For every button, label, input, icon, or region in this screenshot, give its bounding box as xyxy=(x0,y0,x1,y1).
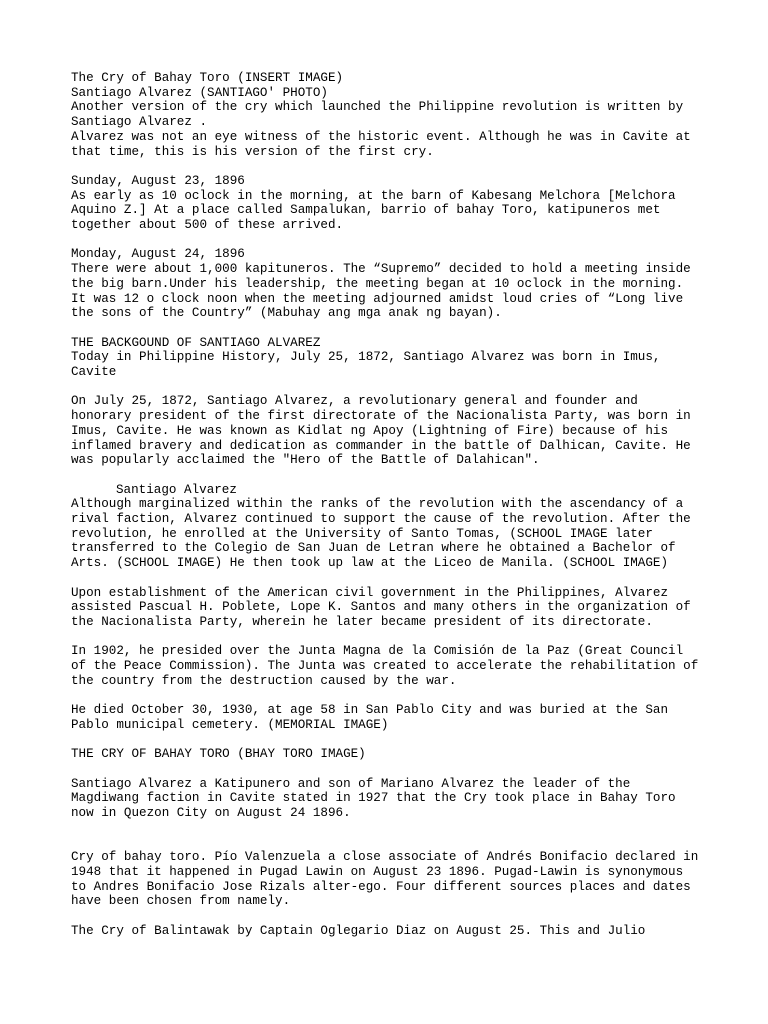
document-page xyxy=(71,71,711,938)
paragraph: Although marginalized within the ranks of the revolution with the ascendancy of a rival faction, Alvarez continued to support the cause of the revolution. After the revolution, he enrolled at the University of Santo Tomas, (SCHOOL IMAGE later transferred to the Colegio de San Juan de Letran where he obtained a Bachelor of Arts. (SCHOOL IMAGE) He then took up law at the Liceo de Manila. (SCHOOL IMAGE) xyxy=(71,497,691,571)
paragraph: Alvarez was not an eye witness of the historic event. Although he was in Cavite at that time, this is his version of the first cry. xyxy=(71,129,691,159)
spacer xyxy=(71,688,711,703)
photo-caption: Santiago Alvarez (SANTIAGO' PHOTO) xyxy=(71,85,328,100)
spacer xyxy=(71,380,711,395)
spacer xyxy=(71,321,711,336)
paragraph: Another version of the cry which launched the Philippine revolution is written by Santiago Alvarez . xyxy=(71,100,684,130)
paragraph: Upon establishment of the American civil government in the Philippines, Alvarez assisted Pascual H. Poblete, Lope K. Santos and many others in the organization of the Nacionalista Party, wherein he later became president of its directorate. xyxy=(71,585,691,629)
paragraph: Today in Philippine History, July 25, 1872, Santiago Alvarez was born in Imus, Cavite xyxy=(71,350,661,380)
date-heading: Sunday, August 23, 1896 xyxy=(71,173,245,188)
section-heading: THE CRY OF BAHAY TORO (BHAY TORO IMAGE) xyxy=(71,747,366,762)
spacer xyxy=(71,733,711,748)
date-heading: Monday, August 24, 1896 xyxy=(71,247,245,262)
paragraph: In 1902, he presided over the Junta Magna de la Comisión de la Paz (Great Council of the Peace Commission). The Junta was created to accelerate the rehabilitation of the country from the destruction caused by the war. xyxy=(71,644,699,688)
spacer xyxy=(71,630,711,645)
document-title: The Cry of Bahay Toro (INSERT IMAGE) xyxy=(71,71,344,85)
paragraph: On July 25, 1872, Santiago Alvarez, a revolutionary general and founder and honorary president of the first directorate of the Nacionalista Party, was born in Imus, Cavite. He was known as Kidlat ng Apoy (Lightning of Fire) because of his inflamed bravery and dedication as commander in the battle of Dalhican, Cavite. He was popularly acclaimed the "Hero of the Battle of Dalahican". xyxy=(71,394,691,468)
spacer xyxy=(71,571,711,586)
spacer xyxy=(71,159,711,174)
spacer xyxy=(71,468,711,483)
paragraph: As early as 10 oclock in the morning, at the barn of Kabesang Melchora [Melchora Aquino Z.] At a place called Sampalukan, barrio of bahay Toro, katipuneros met together about 500 of these arrived. xyxy=(71,188,676,233)
spacer xyxy=(71,762,711,777)
spacer xyxy=(71,821,711,850)
section-heading: THE BACKGOUND OF SANTIAGO ALVAREZ xyxy=(71,335,321,350)
image-caption: Santiago Alvarez xyxy=(116,482,237,497)
paragraph: There were about 1,000 kapituneros. The “Supremo” decided to hold a meeting inside the big barn.Under his leadership, the meeting began at 10 oclock in the morning. It was 12 o clock noon when the meeting adjourned amidst loud cries of “Long live the sons of the Country” (Mabuhay ang mga anak ng bayan). xyxy=(71,262,691,321)
spacer xyxy=(71,909,711,924)
paragraph: The Cry of Balintawak by Captain Oglegario Diaz on August 25. This and Julio xyxy=(71,923,646,938)
paragraph: He died October 30, 1930, at age 58 in San Pablo City and was buried at the San Pablo municipal cemetery. (MEMORIAL IMAGE) xyxy=(71,703,669,732)
paragraph: Cry of bahay toro. Pío Valenzuela a close associate of Andrés Bonifacio declared in 1948 that it happened in Pugad Lawin on August 23 1896. Pugad-Lawin is synonymous to Andres Bonifacio Jose Rizals alter-ego. Four different sources places and dates have been chosen from namely. xyxy=(71,850,699,909)
paragraph: Santiago Alvarez a Katipunero and son of Mariano Alvarez the leader of the Magdiwang faction in Cavite stated in 1927 that the Cry took place in Bahay Toro now in Quezon City on August 24 1896. xyxy=(71,776,676,820)
spacer xyxy=(71,233,711,248)
